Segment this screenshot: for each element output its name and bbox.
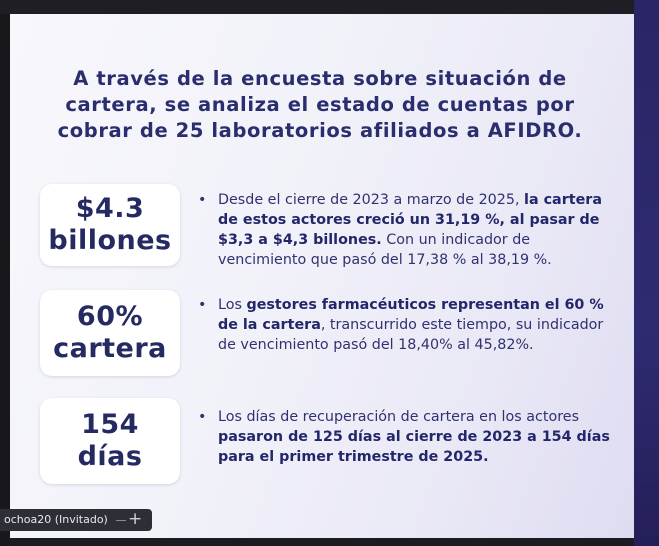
slide-heading (40, 66, 600, 144)
bullet-text-regular: Los días de recuperación de cartera en los actores (218, 409, 580, 425)
bullet-text-regular: Los (218, 297, 247, 313)
stat-label: billones (48, 225, 172, 256)
bullet-text-regular-end: , transcurrido este tiempo, su indicador de vencimiento pasó del 18,40% al 45,82%. (218, 317, 604, 353)
bullet-text-bold: gestores farmacéuticos representan el 60 % de la cartera (218, 297, 604, 333)
bullet-text-bold: la cartera de estos actores creció un 31,19 %, al pasar de $3,3 a $4,3 billones. (218, 192, 602, 248)
stat-value: 60% (76, 301, 144, 332)
participant-name-tag[interactable] (0, 509, 152, 531)
add-icon[interactable]: + (128, 509, 143, 529)
heading-line-3: cobrar de 25 laboratorios afiliados a AFIDRO. (57, 119, 583, 142)
stat-label: cartera (53, 333, 167, 364)
bullet-dot: • (198, 192, 207, 208)
stat-value: 154 (81, 409, 139, 440)
bullet-text-regular: Desde el cierre de 2023 a marzo de 2025, (218, 192, 525, 208)
left-edge (0, 14, 10, 546)
stat-label: días (77, 441, 143, 472)
separator-line (116, 520, 126, 521)
bullet-dot: • (198, 297, 207, 313)
bullet-text (218, 295, 610, 355)
presentation-slide (10, 14, 634, 538)
stat-card-dias (40, 398, 180, 484)
bullet-text (218, 190, 610, 270)
bullet-text-bold: pasaron de 125 días al cierre de 2023 a 154 días para el primer trimestre de 2025. (218, 429, 610, 465)
bullet-text (218, 407, 610, 467)
bullet-text-regular-end: Con un indicador de vencimiento que pasó del 17,38 % al 38,19 %. (218, 232, 552, 268)
stat-card-cartera (40, 290, 180, 376)
stat-card-billones (40, 184, 180, 266)
right-edge-panel (634, 0, 659, 546)
participant-name: ochoa20 (Invitado) (4, 513, 108, 526)
heading-line-1: A través de la encuesta sobre situación de (73, 67, 567, 90)
stat-value: $4.3 (75, 193, 145, 224)
heading-line-2: cartera, se analiza el estado de cuentas por (65, 93, 575, 116)
bullet-dot: • (198, 409, 207, 425)
window-top-bar (0, 0, 659, 14)
